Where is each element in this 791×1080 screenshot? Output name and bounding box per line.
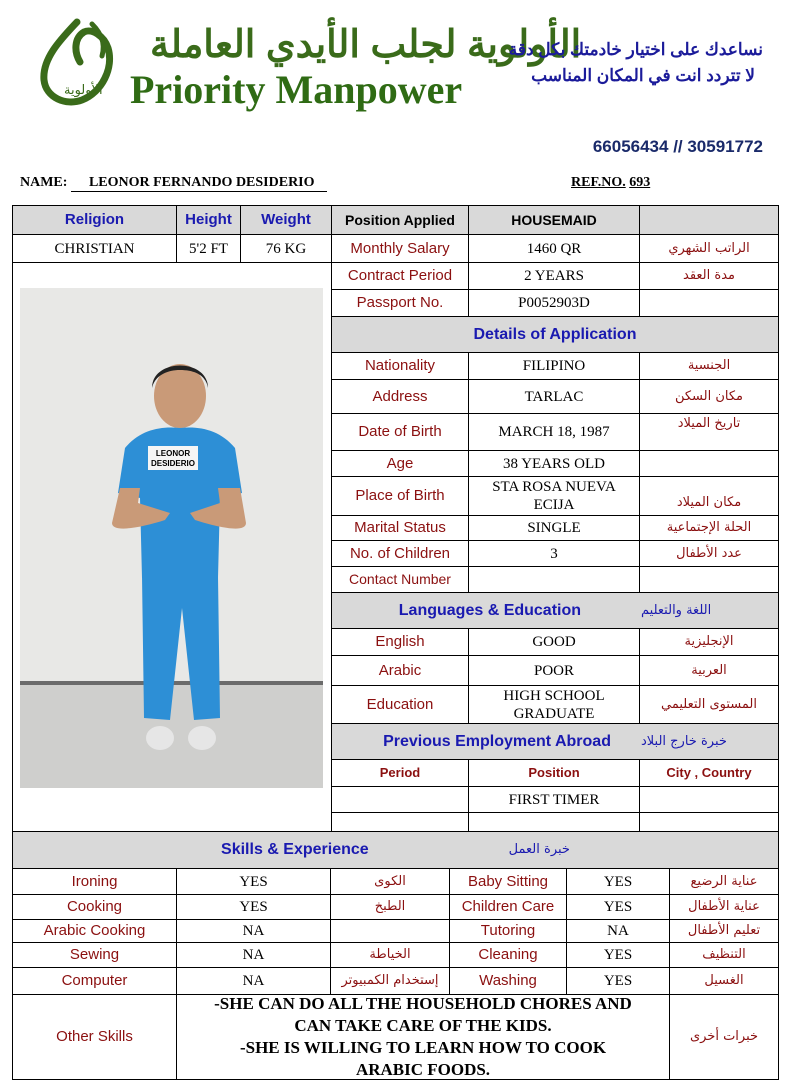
english-arabic: الإنجليزية	[639, 628, 779, 656]
skill-cleaning-label: Cleaning	[449, 942, 567, 968]
english-label: English	[331, 628, 469, 656]
marital-value: SINGLE	[468, 515, 640, 541]
skill-childcare-arabic: عناية الأطفال	[669, 894, 779, 920]
salary-arabic: الراتب الشهري	[639, 234, 779, 263]
english-value: GOOD	[468, 628, 640, 656]
employment-title: Previous Employment Abroad	[383, 732, 611, 750]
company-name-arabic: الأولوية لجلب الأيدي العاملة	[150, 24, 582, 66]
salary-value: 1460 QR	[468, 234, 640, 263]
details-section-title: Details of Application	[331, 316, 779, 353]
skill-childcare-value: YES	[566, 894, 670, 920]
arabic-label: Arabic	[331, 655, 469, 686]
languages-title-arabic: اللغة والتعليم	[641, 602, 712, 618]
religion-header: Religion	[12, 205, 177, 235]
children-arabic: عدد الأطفال	[639, 540, 779, 567]
other-skills-line-1: -SHE CAN DO ALL THE HOUSEHOLD CHORES AND	[214, 994, 632, 1013]
arabic-arabic: العربية	[639, 655, 779, 686]
employment-city-2	[639, 812, 779, 832]
dob-value: MARCH 18, 1987	[468, 413, 640, 451]
dob-arabic: تاريخ الميلاد	[639, 413, 779, 451]
other-skills-line-4: ARABIC FOODS.	[355, 1060, 491, 1080]
pob-arabic: مكان الميلاد	[639, 476, 779, 516]
age-value: 38 YEARS OLD	[468, 450, 640, 477]
skill-washing-value: YES	[566, 967, 670, 995]
passport-arabic	[639, 289, 779, 317]
nationality-label: Nationality	[331, 352, 469, 380]
languages-title: Languages & Education	[398, 601, 582, 619]
skills-title-arabic: خبرة العمل	[508, 842, 570, 858]
employment-section-title	[331, 723, 779, 760]
logo-mark-text: الأولوية	[64, 83, 103, 98]
weight-header: Weight	[240, 205, 332, 235]
pob-label: Place of Birth	[331, 476, 469, 516]
languages-section-title	[331, 592, 779, 629]
other-skills-text	[176, 994, 670, 1080]
religion-value: CHRISTIAN	[12, 234, 177, 263]
skill-cleaning-arabic: التنظيف	[669, 942, 779, 968]
skill-washing-label: Washing	[449, 967, 567, 995]
children-value: 3	[468, 540, 640, 567]
employment-period-2	[331, 812, 469, 832]
ref-line	[571, 175, 650, 191]
employment-city-1	[639, 786, 779, 813]
height-header: Height	[176, 205, 241, 235]
contract-period-arabic: مدة العقد	[639, 262, 779, 290]
contract-period-value: 2 YEARS	[468, 262, 640, 290]
skills-section-title	[12, 831, 779, 869]
period-header: Period	[331, 759, 469, 787]
skill-cooking-value: YES	[176, 894, 331, 920]
skill-sewing-arabic: الخياطة	[330, 942, 450, 968]
nationality-arabic: الجنسية	[639, 352, 779, 380]
skill-cleaning-value: YES	[566, 942, 670, 968]
address-arabic: مكان السكن	[639, 379, 779, 414]
skill-ironing-arabic: الكوى	[330, 868, 450, 895]
education-arabic: المستوى التعليمي	[639, 685, 779, 724]
education-value: HIGH SCHOOL GRADUATE	[468, 685, 640, 724]
name-line	[20, 175, 327, 192]
employment-position-1: FIRST TIMER	[468, 786, 640, 813]
phone-numbers: 66056434 // 30591772	[592, 137, 763, 156]
company-name-english: Priority Manpower	[130, 67, 463, 112]
children-label: No. of Children	[331, 540, 469, 567]
skill-tutoring-value: NA	[566, 919, 670, 943]
company-logo-mark	[22, 18, 132, 110]
city-country-header: City , Country	[639, 759, 779, 787]
skill-cooking-label: Cooking	[12, 894, 177, 920]
candidate-name: LEONOR FERNANDO DESIDERIO	[71, 175, 327, 192]
address-label: Address	[331, 379, 469, 414]
age-arabic	[639, 450, 779, 477]
marital-label: Marital Status	[331, 515, 469, 541]
skill-cooking-arabic: الطبخ	[330, 894, 450, 920]
badge-line-1: LEONOR	[155, 449, 191, 458]
candidate-photo	[20, 288, 323, 788]
badge-line-2: DESIDERIO	[150, 459, 196, 468]
contract-period-label: Contract Period	[331, 262, 469, 290]
header-blank-cell	[639, 205, 779, 235]
skill-arabic-cooking-value: NA	[176, 919, 331, 943]
education-label: Education	[331, 685, 469, 724]
skill-computer-value: NA	[176, 967, 331, 995]
skill-computer-arabic: إستخدام الكمبيوتر	[330, 967, 450, 995]
contact-label: Contact Number	[331, 566, 469, 593]
skill-childcare-label: Children Care	[449, 894, 567, 920]
skill-arabic-cooking-arabic	[330, 919, 450, 943]
passport-value: P0052903D	[468, 289, 640, 317]
position-applied-label: Position Applied	[331, 205, 469, 235]
skill-sewing-label: Sewing	[12, 942, 177, 968]
slogan-line-1: نساعدك على اختيار خادمتك بكل دقة	[508, 40, 763, 59]
skill-sewing-value: NA	[176, 942, 331, 968]
skill-babysitting-arabic: عناية الرضيع	[669, 868, 779, 895]
address-value: TARLAC	[468, 379, 640, 414]
dob-label: Date of Birth	[331, 413, 469, 451]
skill-tutoring-arabic: تعليم الأطفال	[669, 919, 779, 943]
position-header: Position	[468, 759, 640, 787]
name-label: NAME:	[20, 175, 68, 190]
skill-babysitting-value: YES	[566, 868, 670, 895]
employment-position-2	[468, 812, 640, 832]
ref-number: 693	[629, 175, 651, 190]
skills-title: Skills & Experience	[221, 841, 369, 859]
marital-arabic: الحلة الإجتماعية	[639, 515, 779, 541]
position-applied-value: HOUSEMAID	[468, 205, 640, 235]
employment-title-arabic: خبرة خارج البلاد	[640, 733, 727, 749]
pob-value: STA ROSA NUEVA ECIJA	[468, 476, 640, 516]
other-skills-label: Other Skills	[12, 994, 177, 1080]
slogan-line-2: لا تتردد انت في المكان المناسب	[531, 66, 755, 85]
nationality-value: FILIPINO	[468, 352, 640, 380]
skill-ironing-label: Ironing	[12, 868, 177, 895]
contact-value	[468, 566, 640, 593]
employment-period-1	[331, 786, 469, 813]
skill-babysitting-label: Baby Sitting	[449, 868, 567, 895]
age-label: Age	[331, 450, 469, 477]
ref-label: REF.NO.	[571, 175, 626, 190]
skill-washing-arabic: الغسيل	[669, 967, 779, 995]
contact-arabic	[639, 566, 779, 593]
height-value: 5'2 FT	[176, 234, 241, 263]
salary-label: Monthly Salary	[331, 234, 469, 263]
other-skills-line-3: -SHE IS WILLING TO LEARN HOW TO COOK	[239, 1038, 607, 1057]
arabic-value: POOR	[468, 655, 640, 686]
passport-label: Passport No.	[331, 289, 469, 317]
skill-computer-label: Computer	[12, 967, 177, 995]
skill-ironing-value: YES	[176, 868, 331, 895]
other-skills-line-2: CAN TAKE CARE OF THE KIDS.	[294, 1015, 552, 1035]
skill-arabic-cooking-label: Arabic Cooking	[12, 919, 177, 943]
other-skills-arabic: خبرات أخرى	[669, 994, 779, 1080]
skill-tutoring-label: Tutoring	[449, 919, 567, 943]
weight-value: 76 KG	[240, 234, 332, 263]
